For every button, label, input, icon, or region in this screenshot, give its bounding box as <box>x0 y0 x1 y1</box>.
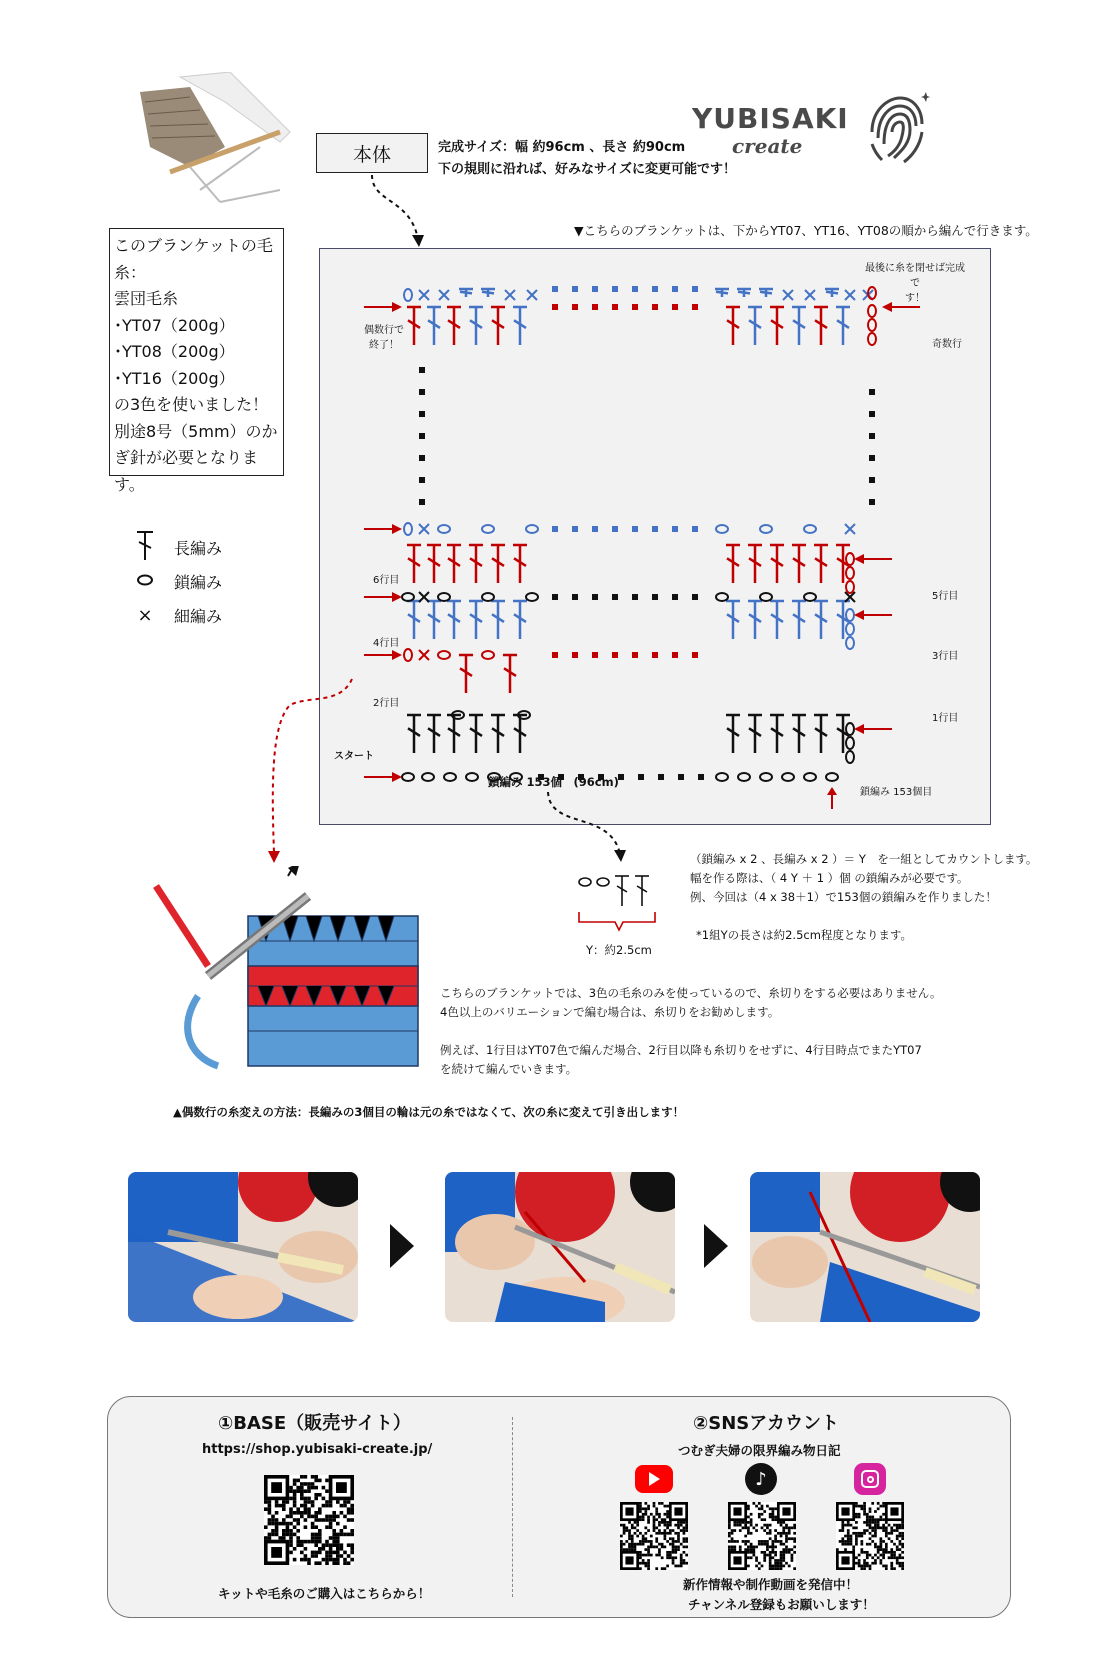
double-crochet <box>482 292 494 294</box>
dot <box>552 594 558 600</box>
chain-stitch <box>760 525 772 533</box>
chain-stitch <box>716 593 728 601</box>
chain-stitch <box>404 289 412 301</box>
note-line: 例、今回は（4 x 38＋1）で153個の鎖編みを作りました！ <box>690 890 997 904</box>
chart-svg <box>320 249 992 826</box>
dot <box>652 526 658 532</box>
body-label-box: 本体 <box>316 133 428 173</box>
dashed-arrow-to-y <box>540 790 630 870</box>
chain-stitch <box>846 609 854 621</box>
size-line-2: 下の規則に沿れば、好みなサイズに変更可能です！ <box>438 162 736 177</box>
dot <box>672 286 678 292</box>
yarn-line: ぎ針が必要となります。 <box>114 448 259 494</box>
blanket-chair-photo <box>130 72 310 212</box>
youtube-qr-code[interactable] <box>620 1502 688 1570</box>
base-url[interactable]: https://shop.yubisaki-create.jp/ <box>202 1442 433 1457</box>
youtube-icon[interactable] <box>635 1465 673 1493</box>
chain-stitch <box>868 319 876 331</box>
dot <box>552 304 558 310</box>
dot <box>869 477 875 483</box>
double-crochet <box>460 292 472 294</box>
instagram-qr-code[interactable] <box>836 1502 904 1570</box>
note-line: 最後に糸を閉せば完成で <box>865 263 965 289</box>
start-label: スタート <box>334 751 374 762</box>
dot <box>632 304 638 310</box>
arrow <box>827 787 837 795</box>
double-crochet <box>716 292 728 294</box>
row3-label: 3行目 <box>932 651 959 662</box>
sns-subtitle: つむぎ夫婦の限界編み物日記 <box>678 1443 841 1458</box>
even-end-note <box>364 323 404 353</box>
note-line: 偶数行で <box>364 325 404 336</box>
chain-stitch <box>804 773 816 781</box>
row2-label: 2行目 <box>373 698 400 709</box>
note-line: す！ <box>905 293 925 304</box>
dot <box>652 304 658 310</box>
dot <box>592 652 598 658</box>
note-line: 幅を作る際は、（ 4 Y ＋ 1 ）個 の鎖編みが必要です。 <box>690 871 969 885</box>
y-length-note: *1組Yの長さは約2.5cm程度となります。 <box>696 928 912 942</box>
yarn-line: ･YT16（200g） <box>114 368 235 388</box>
arrow <box>854 724 864 734</box>
arrow <box>854 554 864 564</box>
dot <box>419 389 425 395</box>
chain-stitch <box>846 567 854 579</box>
size-line-1: 完成サイズ：幅 約96cm 、長さ 約90cm <box>438 140 686 155</box>
dot <box>658 774 664 780</box>
chain-count-label: 鎖編み 153個 (96cm) <box>488 775 619 789</box>
crochet-chart <box>319 248 991 825</box>
next-arrow-icon <box>704 1224 728 1268</box>
chain-stitch <box>846 723 854 735</box>
dot <box>869 499 875 505</box>
dot <box>672 652 678 658</box>
legend-row <box>130 530 222 564</box>
chain-stitch <box>804 593 816 601</box>
step-photo-1 <box>128 1172 358 1322</box>
chain-stitch <box>846 737 854 749</box>
yarn-line: このブランケットの毛糸： <box>114 236 273 282</box>
dot <box>632 594 638 600</box>
legend-label: 鎖編み <box>174 572 223 592</box>
sns-caption-2: チャンネル登録もお願いします！ <box>688 1597 875 1612</box>
note-line: 例えば、1行目はYT07色で編んだ場合、2行目以降も糸切りをせずに、4行目時点でまたYT07 <box>440 1043 922 1057</box>
chain-stitch <box>482 593 494 601</box>
instagram-icon[interactable] <box>854 1463 886 1495</box>
yarn-line: ･YT07（200g） <box>114 315 235 335</box>
logo-sub: create <box>732 134 803 158</box>
color-change-note: ▲偶数行の糸変えの方法：長編みの3個目の輪は元の糸ではなくて、次の糸に変えて引き出します！ <box>173 1105 685 1119</box>
dot <box>632 652 638 658</box>
chain-icon <box>130 572 160 591</box>
dot <box>612 652 618 658</box>
yarn-cut-notes <box>440 984 941 1079</box>
chain-stitch <box>738 773 750 781</box>
chain-stitch <box>526 593 538 601</box>
dot <box>652 286 658 292</box>
note-line: 終了！ <box>369 340 399 351</box>
row4-label: 4行目 <box>373 638 400 649</box>
dot <box>692 526 698 532</box>
chain-stitch <box>438 651 450 659</box>
dot <box>612 526 618 532</box>
sns-caption-1: 新作情報や制作動画を発信中！ <box>683 1577 859 1592</box>
arrow <box>392 524 402 534</box>
footer-panel <box>107 1396 1011 1618</box>
dot <box>592 594 598 600</box>
dot <box>869 389 875 395</box>
yarn-line: 別途8号（5mm）のか <box>114 421 278 441</box>
next-arrow-icon <box>390 1224 414 1268</box>
dot <box>692 286 698 292</box>
arrow <box>392 592 402 602</box>
order-note: ▼こちらのブランケットは、下からYT07、YT16、YT08の順から編んで行きます。 <box>574 223 1038 238</box>
chain-stitch <box>760 593 772 601</box>
chain-stitch <box>482 525 494 533</box>
chain-stitch <box>868 305 876 317</box>
dot <box>592 304 598 310</box>
chain-stitch <box>444 773 456 781</box>
dot <box>612 304 618 310</box>
step-photo-3 <box>750 1172 980 1322</box>
dot <box>632 526 638 532</box>
yarn-info-box <box>109 228 284 494</box>
dot <box>678 774 684 780</box>
chain-stitch <box>804 525 816 533</box>
chain-stitch <box>526 525 538 533</box>
dot <box>419 477 425 483</box>
arrow <box>392 650 402 660</box>
chain-stitch <box>404 523 412 535</box>
size-info <box>438 137 736 181</box>
chain-stitch <box>716 773 728 781</box>
legend-label: 細編み <box>174 606 223 626</box>
dot <box>572 304 578 310</box>
dot <box>692 594 698 600</box>
chain-stitch <box>402 773 414 781</box>
single-crochet-icon: × <box>137 604 153 626</box>
fingerprint-icon <box>864 92 930 164</box>
dot <box>692 652 698 658</box>
chain-stitch <box>846 751 854 763</box>
legend-row <box>130 598 222 632</box>
tiktok-qr-code[interactable] <box>728 1502 796 1570</box>
dot <box>572 594 578 600</box>
chain-stitch <box>868 333 876 345</box>
note-line: （鎖編み x 2 、長編み x 2 ）＝ Y を一組としてカウントします。 <box>690 852 1038 866</box>
dot <box>419 367 425 373</box>
base-caption: キットや毛糸のご購入はこちらから！ <box>218 1586 431 1601</box>
chain-stitch <box>716 525 728 533</box>
note-line: 4色以上のバリエーションで編む場合は、糸切りをお勧めします。 <box>440 1005 780 1019</box>
double-crochet-icon <box>130 530 160 564</box>
chain-stitch <box>466 773 478 781</box>
dot <box>698 774 704 780</box>
tiktok-icon[interactable]: ♪ <box>745 1463 777 1495</box>
dot <box>419 455 425 461</box>
legend-label: 長編み <box>174 538 223 558</box>
dashed-arrow-to-chart <box>360 173 440 253</box>
step-photo-2 <box>445 1172 675 1322</box>
dot <box>572 652 578 658</box>
double-crochet <box>826 292 838 294</box>
chain-stitch <box>438 525 450 533</box>
dot <box>692 304 698 310</box>
base-title: ①BASE（販売サイト） <box>218 1413 411 1434</box>
red-dashed-arrow <box>260 675 370 865</box>
dot <box>572 286 578 292</box>
odd-row-label: 奇数行 <box>932 339 962 350</box>
note-line: こちらのブランケットでは、3色の毛糸のみを使っているので、糸切りをする必要はありません。 <box>440 986 942 1000</box>
arrow <box>854 610 864 620</box>
dot <box>869 455 875 461</box>
dot <box>552 652 558 658</box>
footer-divider <box>512 1417 513 1597</box>
dot <box>612 286 618 292</box>
chain-stitch <box>760 773 772 781</box>
dot <box>552 526 558 532</box>
dot <box>672 304 678 310</box>
chain-count-right-label: 鎖編み 153個目 <box>860 787 933 798</box>
arrow <box>392 772 402 782</box>
dot <box>869 411 875 417</box>
dot <box>632 286 638 292</box>
chain-stitch <box>846 553 854 565</box>
dot <box>592 526 598 532</box>
dot <box>419 499 425 505</box>
dot <box>652 594 658 600</box>
chain-stitch <box>422 773 434 781</box>
note-line: を続けて編んでいきます。 <box>440 1062 578 1076</box>
yarn-line: ･YT08（200g） <box>114 342 235 361</box>
dot <box>672 594 678 600</box>
top-right-note <box>865 261 965 306</box>
dot <box>638 774 644 780</box>
double-crochet <box>738 292 750 294</box>
dot <box>652 652 658 658</box>
chain-stitch <box>404 649 412 661</box>
legend-row <box>130 564 222 598</box>
arrow <box>392 302 402 312</box>
row6-label: 6行目 <box>373 575 400 586</box>
yarn-line: 雲団毛糸 <box>114 289 179 308</box>
y-unit-diagram <box>575 870 675 940</box>
row5-label: 5行目 <box>932 591 959 602</box>
color-change-illustration <box>148 866 428 1078</box>
chain-stitch <box>782 773 794 781</box>
dot <box>672 526 678 532</box>
count-notes <box>690 850 1037 907</box>
yarn-line: の3色を使いました！ <box>114 395 269 414</box>
dot <box>612 594 618 600</box>
dot <box>869 433 875 439</box>
row1-label: 1行目 <box>932 713 959 724</box>
chain-stitch <box>846 581 854 593</box>
dot <box>419 411 425 417</box>
sns-title: ②SNSアカウント <box>693 1413 840 1434</box>
dot <box>592 286 598 292</box>
dot <box>419 433 425 439</box>
symbol-legend <box>130 530 222 632</box>
dot <box>572 526 578 532</box>
chain-stitch <box>846 637 854 649</box>
dot <box>552 286 558 292</box>
y-label: Y：約2.5cm <box>586 943 652 957</box>
base-qr-code[interactable] <box>264 1475 354 1565</box>
chain-stitch <box>482 651 494 659</box>
logo-word: YUBISAKI <box>692 102 849 135</box>
chain-stitch <box>846 623 854 635</box>
chain-stitch <box>438 593 450 601</box>
double-crochet <box>760 292 772 294</box>
chain-stitch <box>826 773 838 781</box>
